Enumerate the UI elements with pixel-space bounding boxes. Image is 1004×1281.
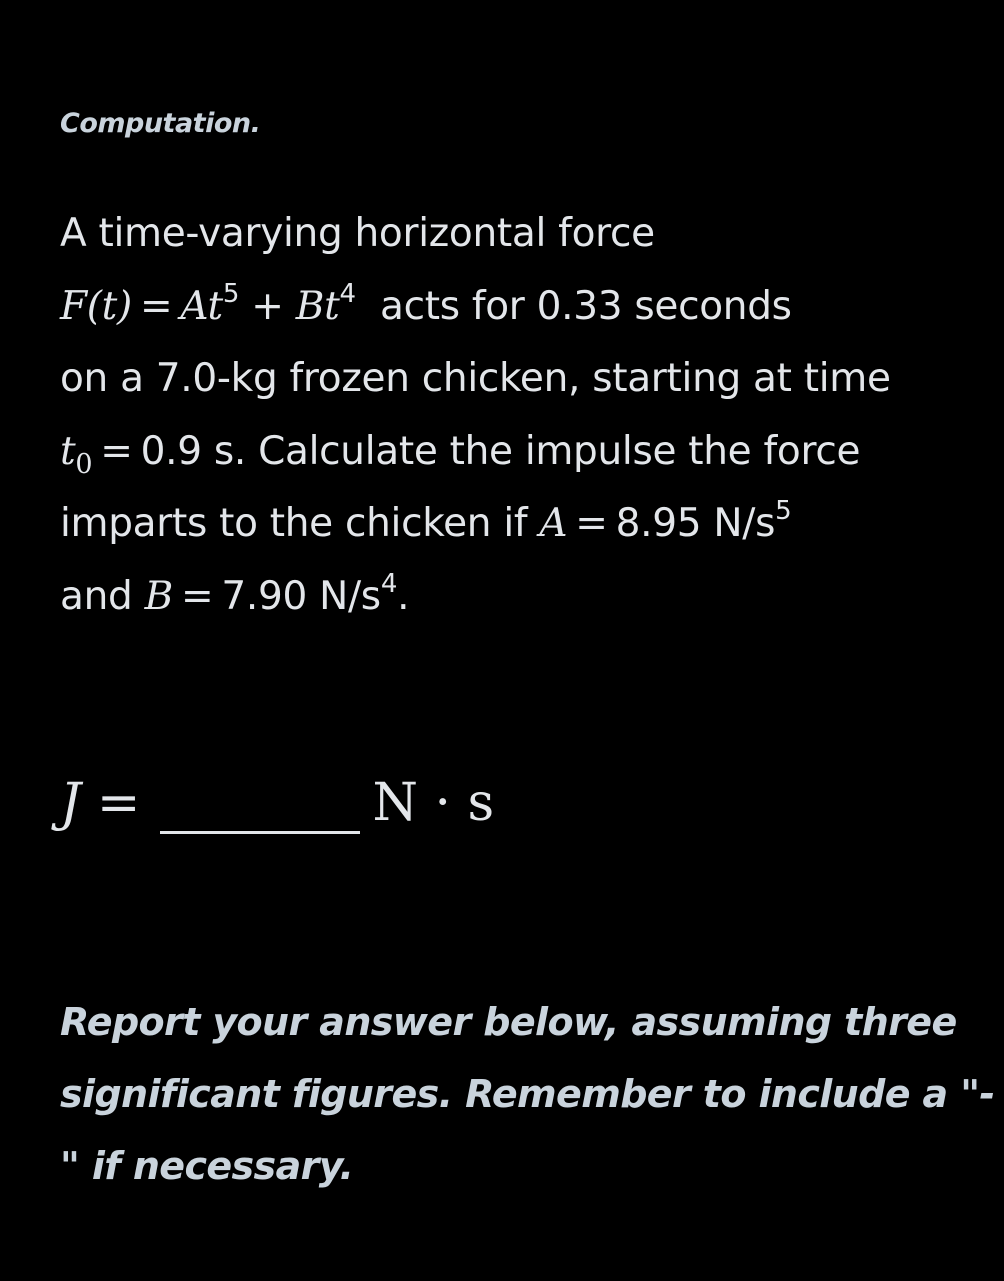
force-function: F(t) — [60, 283, 132, 329]
a-value: 8.95 N/s — [615, 501, 776, 546]
problem-statement — [60, 198, 960, 633]
answer-unit: N · s — [372, 773, 495, 833]
problem-line-5 — [60, 488, 960, 561]
b-value: 7.90 N/s — [221, 573, 381, 619]
answer-blank-field[interactable] — [160, 791, 360, 834]
t0-subscript: 0 — [75, 448, 93, 480]
answer-equals-sign: = — [96, 773, 141, 833]
impulse-variable: J — [60, 773, 81, 833]
b-period: . — [397, 573, 410, 619]
equals-sign: = — [100, 428, 133, 474]
section-heading: Computation. — [60, 108, 261, 139]
b-variable: B — [144, 573, 173, 619]
t0-value-text: 0.9 s. Calculate the impulse the force — [140, 428, 861, 474]
line6-text: and — [60, 573, 133, 619]
term-a: At — [180, 283, 223, 329]
problem-line-2 — [60, 271, 960, 344]
line5-text: imparts to the chicken if — [60, 501, 528, 546]
problem-line-6 — [60, 561, 960, 634]
equals-sign: = — [139, 283, 173, 329]
duration-text: acts for 0.33 seconds — [379, 283, 792, 329]
b-exponent: 4 — [380, 568, 398, 599]
equals-sign: = — [180, 573, 214, 619]
problem-line-4 — [60, 416, 960, 489]
a-variable: A — [539, 501, 568, 546]
a-exponent: 5 — [775, 496, 792, 526]
answer-row — [60, 768, 494, 838]
term-a-exponent: 5 — [222, 278, 240, 309]
plus-sign: + — [251, 283, 284, 329]
problem-line-3: on a 7.0-kg frozen chicken, starting at time — [60, 356, 891, 401]
term-b: Bt — [295, 283, 340, 329]
instruction-line-2: significant figures. Remember to include a "- — [60, 1072, 995, 1116]
term-b-exponent: 4 — [339, 278, 356, 309]
instruction-line-1: Report your answer below, assuming three — [60, 1000, 957, 1044]
equals-sign: = — [575, 501, 608, 546]
t0-variable: t — [60, 428, 76, 474]
problem-line-1: A time-varying horizontal force — [60, 211, 655, 256]
instruction-text — [60, 986, 995, 1202]
instruction-line-3: " if necessary. — [60, 1144, 354, 1188]
